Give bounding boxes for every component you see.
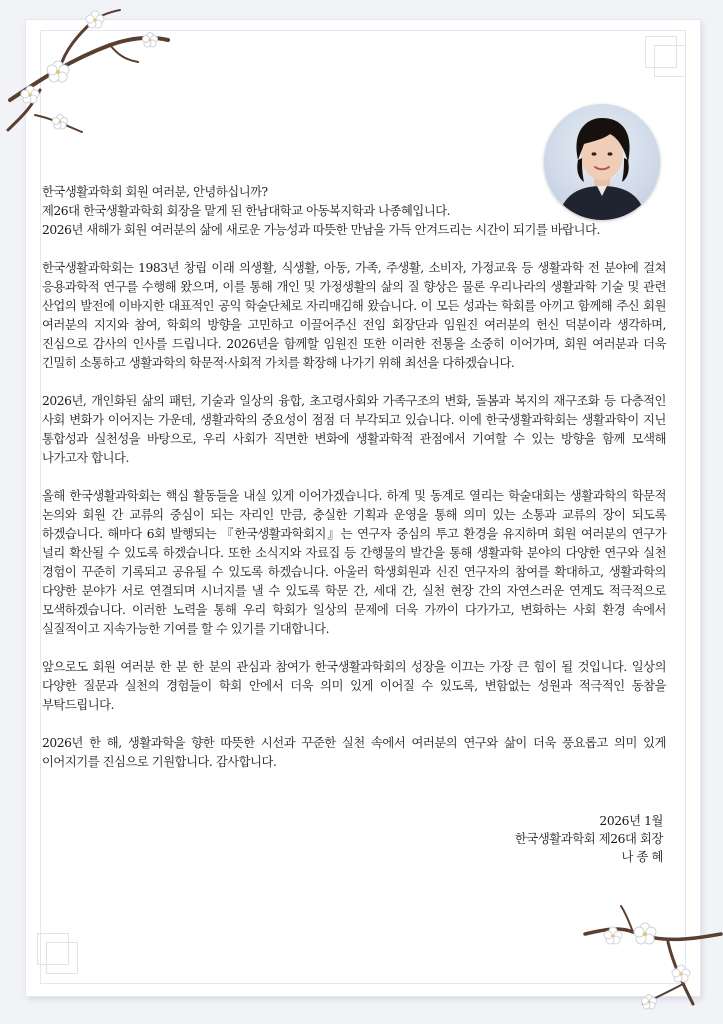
signature-block — [515, 812, 663, 866]
plum-blossom-branch-icon — [573, 904, 723, 1024]
greeting-line: 한국생활과학회 회원 여러분, 안녕하십니까? — [42, 185, 268, 199]
new-year-wish-line: 2026년 새해가 회원 여러분의 삶에 새로운 가능성과 따뜻한 만남을 가득 안겨드리는 시간이 되기를 바랍니다. — [42, 223, 600, 237]
paragraph-social-change: 2026년, 개인화된 삶의 패턴, 기술과 일상의 융합, 초고령사회와 가족구조의 변화, 돌봄과 복지의 재구조화 등 다층적인 사회 변화가 이어지는 가운데, 생활과학의 중요성이 점점 더 부각되고 있습니다. 이에 한국생활과학회는 생활과학이 지닌 통합성과 실천성을 바탕으로, 우리 사회가 직면한 변화에 생활과학적 관점에서 기여할 수 있는 방향을 함께 모색해 나가고자 합니다. — [42, 394, 666, 465]
paragraph-activities: 올해 한국생활과학회는 핵심 활동들을 내실 있게 이어가겠습니다. 하계 및 동계로 열리는 학술대회는 생활과학의 학문적 논의와 회원 간 교류의 중심이 되는 자리인 만큼, 충실한 기획과 운영을 통해 의미 있는 소통과 교류의 장이 되도록 하겠습니다. 해마다 6회 발행되는 『한국생활과학회지』는 연구자 중심의 투고 환경을 유지하며 회원 여러분의 연구가 널리 확산될 수 있도록 하겠습니다. 또한 소식지와 자료집 등 간행물의 발간을 통해 생활과학 분야의 다양한 연구와 실천 경험이 꾸준히 기록되고 공유될 수 있도록 하겠습니다. 아울러 학생회원과 신진 연구자의 참여를 확대하고, 생활과학의 다양한 분야가 서로 연결되며 시너지를 낼 수 있도록 학문 간, 세대 간, 실천 현장 간의 자연스러운 연계도 적극적으로 모색하겠습니다. 이러한 노력을 통해 우리 학회가 일상의 문제에 더욱 가까이 다가가고, 변화하는 사회 환경 속에서 실질적이고 지속가능한 기여를 할 수 있기를 기대합니다. — [42, 489, 666, 636]
signature-title: 한국생활과학회 제26대 회장 — [514, 832, 663, 846]
paragraph-history: 한국생활과학회는 1983년 창립 이래 의생활, 식생활, 아동, 가족, 주생활, 소비자, 가정교육 등 생활과학 전 분야에 걸쳐 응용과학적 연구를 수행해 왔으며, 이를 통해 개인 및 가정생활의 삶의 질 향상은 물론 우리나라의 생활과학 기술 및 관련 산업의 발전에 이바지한 대표적인 공익 학술단체로 자리매김해 왔습니다. 이 모든 성과는 학회를 아끼고 함께해 주신 회원 여러분의 지지와 참여, 학회의 방향을 고민하고 이끌어주신 전임 회장단과 임원진 여러분의 헌신 덕분이라 생각하며, 진심으로 감사의 인사를 드립니다. 2026년을 함께할 임원진 또한 이러한 전통을 소중히 이어가며, 회원 여러분과 더욱 긴밀히 소통하고 생활과학의 학문적·사회적 가치를 확장해 나가기 위해 최선을 다하겠습니다. — [42, 261, 666, 370]
corner-ornament-bottom-left — [46, 942, 78, 974]
signature-date: 2026년 1월 — [599, 814, 663, 828]
introduction-line: 제26대 한국생활과학회 회장을 맡게 된 한남대학교 아동복지학과 나종혜입니다. — [42, 204, 451, 218]
plum-blossom-branch-icon — [0, 0, 180, 150]
paragraph-closing: 2026년 한 해, 생활과학을 향한 따뜻한 시선과 꾸준한 실천 속에서 여러분의 연구와 삶이 더욱 풍요롭고 의미 있게 이어지기를 진심으로 기원합니다. 감사합니다. — [42, 736, 666, 769]
paragraph-request: 앞으로도 회원 여러분 한 분 한 분의 관심과 참여가 한국생활과학회의 성장을 이끄는 가장 큰 힘이 될 것입니다. 일상의 다양한 질문과 실천의 경험들이 학회 안에서 더욱 의미 있게 이어질 수 있도록, 변함없는 성원과 적극적인 동참을 부탁드립니다. — [42, 660, 666, 712]
letter-body — [42, 183, 666, 791]
greeting-paragraph — [42, 183, 666, 240]
corner-ornament-top-right — [645, 36, 677, 68]
signature-name: 나 종 혜 — [621, 850, 663, 864]
